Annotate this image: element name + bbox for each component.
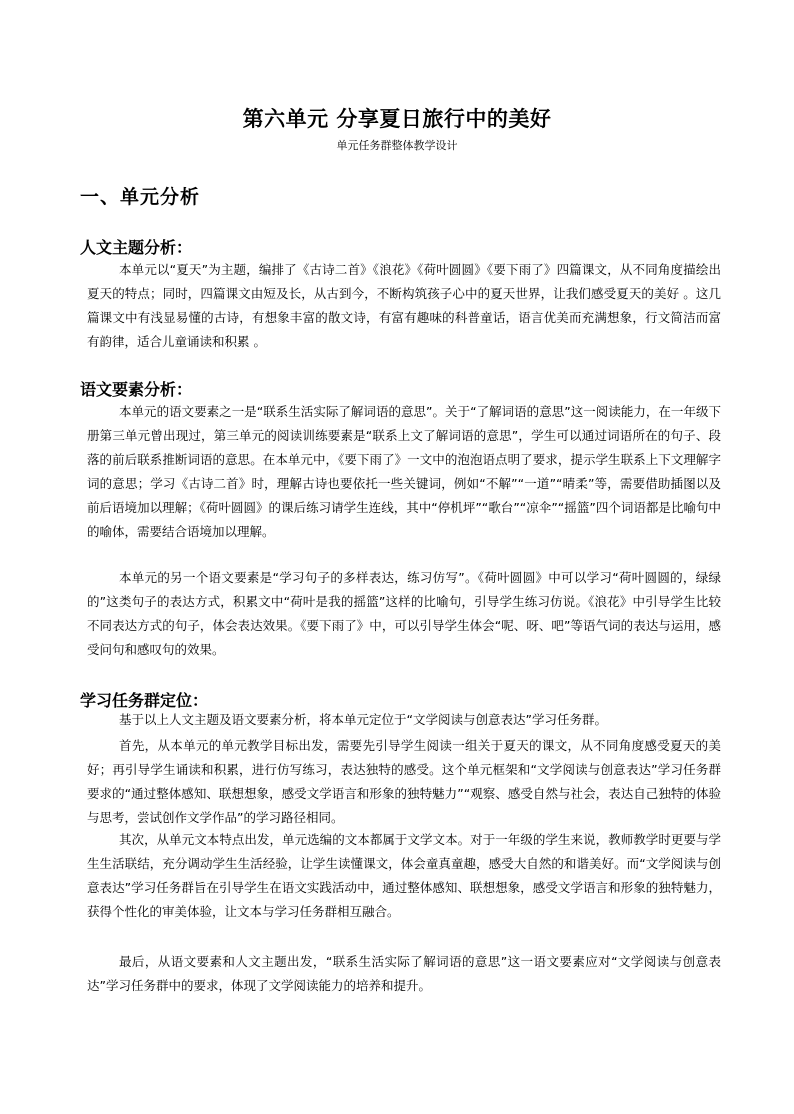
paragraph-language-1: 本单元的语文要素之一是“联系生活实际了解词语的意思”。关于“了解词语的意思”这一阅读能力，在一年级下册第三单元曾出现过，第三单元的阅读训练要素是“联系上文了解词语的意思”，学生可以通过词语所在的句子、段落的前后联系推断词语的意思。在本单元中，《要下雨了》一文中的泡泡语点明了要求，提示学生联系上下文理解字词的意思；学习《古诗二首》时，理解古诗也要依托一些关键词，例如“不解”“一道”“晴柔”等，需要借助插图以及前后语境加以理解；《荷叶圆圆》的课后练习请学生连线，其中“停机坪”“歌台”“凉伞”“摇篮”四个词语都是比喻句中的喻体，需要结合语境加以理解。 bbox=[87, 404, 721, 539]
heading-humanities: 人文主题分析： bbox=[80, 238, 193, 257]
paragraph-positioning-2: 首先，从本单元的单元教学目标出发，需要先引导学生阅读一组关于夏天的课文，从不同角度感受夏天的美好；再引导学生诵读和积累，进行仿写练习，表达独特的感受。这个单元框架和“文学阅读与创意表达”学习任务群要求的“通过整体感知、联想想象，感受文学语言和形象的独特魅力”“观察、感受自然与社会，表达自己独特的体验与思考，尝试创作文学作品”的学习路径相同。 bbox=[87, 738, 721, 825]
section-heading-unit-analysis: 一、单元分析 bbox=[80, 186, 201, 208]
page-subtitle: 单元任务群整体教学设计 bbox=[336, 139, 458, 152]
paragraph-positioning-4: 最后，从语文要素和人文主题出发，“联系生活实际了解词语的意思”这一语文要素应对“文学阅读与创意表达”学习任务群中的要求，体现了文学阅读能力的培养和提升。 bbox=[87, 954, 721, 993]
page-title: 第六单元 分享夏日旅行中的美好 bbox=[242, 107, 552, 131]
paragraph-humanities-1: 本单元以“夏天”为主题，编排了《古诗二首》《浪花》《荷叶圆圆》《要下雨了》四篇课文，从不同角度描绘出夏天的特点；同时，四篇课文由短及长，从古到今，不断构筑孩子心中的夏天世界，让我们感受夏天的美好 。这几篇课文中有浅显易懂的古诗，有想象丰富的散文诗，有富有趣味的科普童话，语言优美而充满想象，行文简洁而富有韵律，适合儿童诵读和积累 。 bbox=[87, 262, 721, 349]
paragraph-positioning-3: 其次，从单元文本特点出发，单元选编的文本都属于文学文本。对于一年级的学生来说，教师教学时更要与学生生活联结，充分调动学生生活经验，让学生读懂课文，体会童真童趣，感受大自然的和谐美好。而“文学阅读与创意表达”学习任务群旨在引导学生在语文实践活动中，通过整体感知、联想想象，感受文学语言和形象的独特魅力，获得个性化的审美体验，让文本与学习任务群相互融合。 bbox=[87, 832, 721, 919]
paragraph-language-2: 本单元的另一个语文要素是“学习句子的多样表达，练习仿写”。《荷叶圆圆》中可以学习“荷叶圆圆的，绿绿的”这类句子的表达方式，积累文中“荷叶是我的摇篮”这样的比喻句，引导学生练习仿说。《浪花》中引导学生比较不同表达方式的句子，体会表达效果。《要下雨了》中，可以引导学生体会“呢、呀、吧”等语气词的表达与运用，感受问句和感叹句的效果。 bbox=[87, 570, 721, 657]
paragraph-positioning-1: 基于以上人文主题及语文要素分析，将本单元定位于“文学阅读与创意表达”学习任务群。 bbox=[119, 712, 607, 727]
heading-language-elements: 语文要素分析： bbox=[80, 380, 193, 399]
heading-task-positioning: 学习任务群定位： bbox=[80, 691, 209, 710]
